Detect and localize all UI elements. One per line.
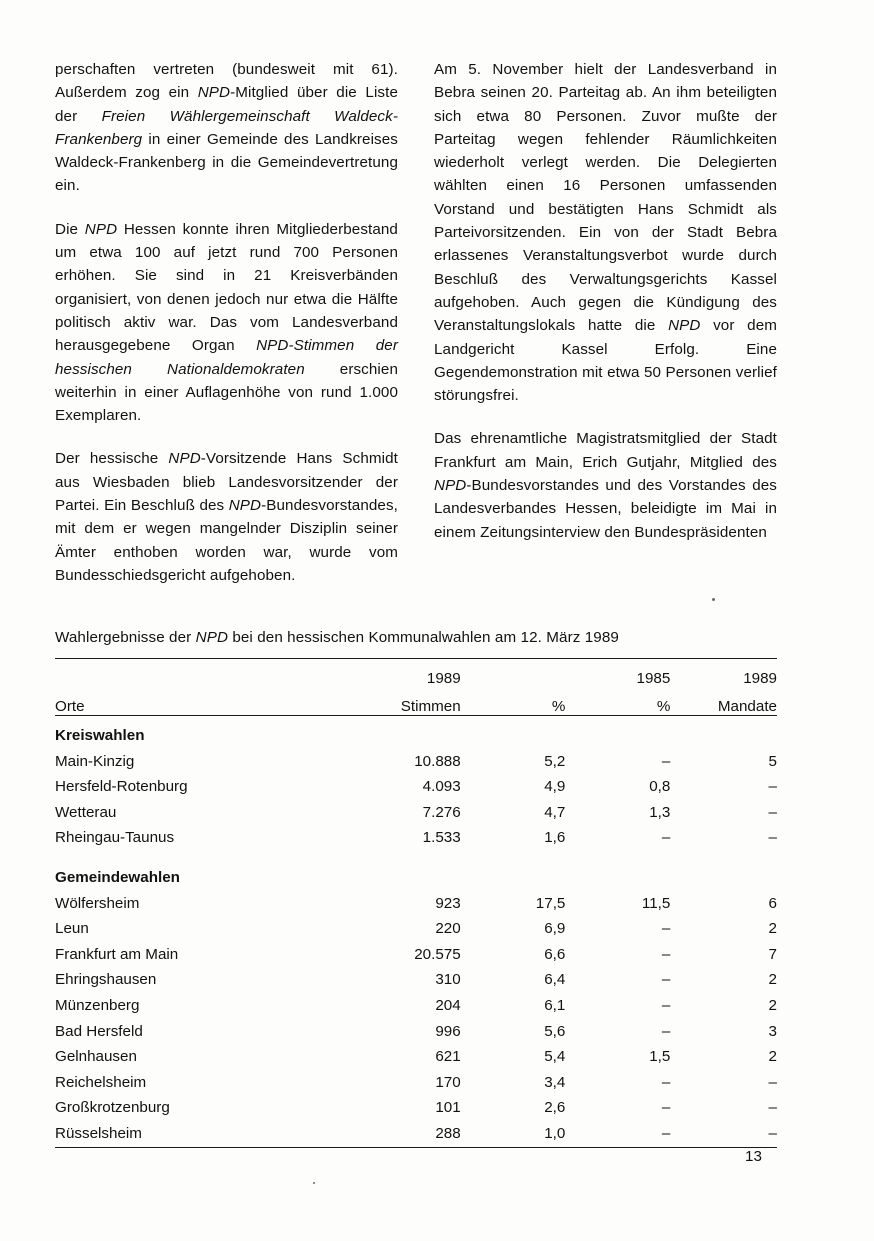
table-cell: 20.575 bbox=[414, 945, 461, 963]
table-row bbox=[55, 1121, 777, 1147]
table-cell: – bbox=[768, 778, 777, 796]
table-cell: 1,0 bbox=[544, 1124, 566, 1142]
table-header-cell: % bbox=[656, 698, 671, 715]
table-cell: 2 bbox=[768, 920, 777, 938]
table-cell: Rüsselsheim bbox=[55, 1124, 142, 1142]
table-cell: Rheingau-Taunus bbox=[55, 829, 175, 847]
table-header-cell: % bbox=[551, 698, 566, 715]
table-header-cell: 1989 bbox=[426, 670, 461, 687]
table-header-cell bbox=[55, 660, 326, 687]
table-cell: – bbox=[661, 971, 671, 989]
italic-term: NPD bbox=[84, 220, 118, 238]
italic-term: NPD bbox=[197, 84, 231, 102]
table-cell: 0,8 bbox=[649, 778, 671, 796]
table-cell: 6,4 bbox=[544, 971, 566, 989]
table-cell: 3 bbox=[768, 1022, 777, 1040]
table-header-cell bbox=[461, 660, 566, 687]
table-cell: 101 bbox=[435, 1099, 461, 1117]
table-cell: 1,6 bbox=[544, 829, 566, 847]
table-row bbox=[55, 800, 777, 826]
italic-term: NPD bbox=[434, 477, 467, 495]
table-cell: 2,6 bbox=[544, 1099, 566, 1117]
table-cell: 6,9 bbox=[544, 920, 566, 938]
table-row bbox=[55, 1044, 777, 1070]
table-cell: Großkrotzenburg bbox=[55, 1099, 170, 1117]
table-cell: Frankfurt am Main bbox=[55, 945, 179, 963]
table-cell: 6 bbox=[768, 894, 777, 912]
table-cell: 7 bbox=[768, 945, 777, 963]
table-cell: 621 bbox=[435, 1048, 461, 1066]
table-cell: Main-Kinzig bbox=[55, 752, 135, 770]
italic-term: NPD-Stimmen der hessischen Nationaldemokraten bbox=[55, 337, 398, 378]
page-number: 13 bbox=[745, 1148, 762, 1165]
table-section-title: Gemeindewahlen bbox=[55, 868, 180, 886]
table-cell: 204 bbox=[435, 996, 461, 1014]
table-cell: 170 bbox=[435, 1073, 461, 1091]
table-row bbox=[55, 967, 777, 993]
table-cell: – bbox=[661, 829, 671, 847]
table-cell: – bbox=[768, 1073, 777, 1091]
table-cell: Münzenberg bbox=[55, 996, 140, 1014]
table-row bbox=[55, 942, 777, 968]
election-results-table-block bbox=[55, 627, 777, 1149]
table-caption: Wahlergebnisse der NPD bei den hessischen Kommunalwahlen am 12. März 1989 bbox=[55, 629, 619, 646]
table-section-header bbox=[55, 717, 777, 749]
table-cell: Reichelsheim bbox=[55, 1073, 147, 1091]
scan-speck bbox=[712, 598, 715, 601]
table-cell: 6,1 bbox=[544, 996, 566, 1014]
table-cell: 3,4 bbox=[544, 1073, 566, 1091]
table-cell: – bbox=[661, 1099, 671, 1117]
table-cell: 2 bbox=[768, 1048, 777, 1066]
italic-term: NPD bbox=[668, 317, 701, 335]
table-row bbox=[55, 916, 777, 942]
table-cell: Wetterau bbox=[55, 803, 117, 821]
table-cell: 4,9 bbox=[544, 778, 566, 796]
paragraph: Das ehrenamtliche Magistratsmitglied der Stadt Frankfurt am Main, Erich Gutjahr, Mitglied des NPD-Bundesvorstandes und des Vorstandes des Landesverbandes Hessen, beleidigte im Mai in einem Zeitungsinterview den Bundespräsidenten bbox=[434, 430, 777, 541]
table-cell: 5,6 bbox=[544, 1022, 566, 1040]
table-cell: – bbox=[661, 752, 671, 770]
table-cell: Ehringshausen bbox=[55, 971, 157, 989]
table-rule-cell bbox=[55, 1147, 777, 1149]
table-cell: 5 bbox=[768, 752, 777, 770]
table-row bbox=[55, 993, 777, 1019]
table-cell: – bbox=[768, 1124, 777, 1142]
table-cell: – bbox=[661, 1124, 671, 1142]
table-cell: 2 bbox=[768, 971, 777, 989]
italic-term: NPD bbox=[168, 450, 201, 468]
table-cell: 4,7 bbox=[544, 803, 566, 821]
table-cell: – bbox=[661, 1022, 671, 1040]
table-cell: Hersfeld-Rotenburg bbox=[55, 778, 188, 796]
table-header-cell: Orte bbox=[55, 698, 85, 715]
column-right bbox=[434, 58, 777, 587]
table-cell: 220 bbox=[435, 920, 461, 938]
table-cell: 923 bbox=[435, 894, 461, 912]
table-row bbox=[55, 891, 777, 917]
table-cell: 11,5 bbox=[641, 894, 671, 912]
table-cell: 2 bbox=[768, 996, 777, 1014]
table-cell: – bbox=[661, 1073, 671, 1091]
table-header-cell: 1985 bbox=[636, 670, 671, 687]
table-cell: 17,5 bbox=[535, 894, 566, 912]
table-cell: – bbox=[661, 945, 671, 963]
italic-term: NPD bbox=[228, 497, 262, 515]
italic-term: NPD bbox=[195, 629, 229, 646]
table-cell: Gelnhausen bbox=[55, 1048, 137, 1066]
two-column-layout bbox=[55, 58, 777, 587]
table-cell: – bbox=[661, 996, 671, 1014]
table-row bbox=[55, 1019, 777, 1045]
table-section-header bbox=[55, 859, 777, 891]
table-row bbox=[55, 1095, 777, 1121]
table-header-cell: Mandate bbox=[717, 698, 777, 715]
table-header-cell: Stimmen bbox=[400, 698, 461, 715]
table-cell: – bbox=[768, 803, 777, 821]
table-cell: – bbox=[768, 1099, 777, 1117]
table-row bbox=[55, 825, 777, 851]
table-cell: Leun bbox=[55, 920, 89, 938]
italic-term: Freien Wählergemeinschaft Waldeck-Frankenberg bbox=[55, 107, 398, 148]
table-cell: 288 bbox=[435, 1124, 461, 1142]
table-cell: Bad Hersfeld bbox=[55, 1022, 143, 1040]
table-cell: 996 bbox=[435, 1022, 461, 1040]
table-row bbox=[55, 749, 777, 775]
table-header-row-labels bbox=[55, 687, 777, 716]
paragraph: Der hessische NPD-Vorsitzende Hans Schmidt aus Wiesbaden blieb Landesvorsitzender der Partei. Ein Beschluß des NPD-Bundesvorstandes, mit dem er wegen mangelnder Disziplin seiner Ämter enthoben worden war, wurde vom Bundesschiedsgericht aufgehoben. bbox=[55, 450, 398, 584]
table-row bbox=[55, 1070, 777, 1096]
table-cell: – bbox=[768, 829, 777, 847]
scan-speck bbox=[313, 1182, 315, 1184]
table-spacer bbox=[55, 851, 777, 859]
table-section-title: Kreiswahlen bbox=[55, 727, 145, 744]
column-left bbox=[55, 58, 398, 587]
table-cell: 7.276 bbox=[422, 803, 461, 821]
table-spacer-cell bbox=[55, 851, 777, 859]
table-cell: 310 bbox=[435, 971, 461, 989]
table-cell: 4.093 bbox=[422, 778, 461, 796]
table-cell: 1,3 bbox=[649, 803, 671, 821]
paragraph: perschaften vertreten (bundesweit mit 61). Außerdem zog ein NPD-Mitglied über die Liste der Freien Wählergemeinschaft Waldeck-Frankenberg in einer Gemeinde des Landkreises Waldeck-Frankenberg in die Gemeindevertretung ein. bbox=[55, 61, 398, 195]
paragraph: Am 5. November hielt der Landesverband in Bebra seinen 20. Parteitag ab. An ihm beteiligten sich etwa 80 Personen. Zuvor mußte der Parteitag wegen fehlender Räumlichkeiten wiederholt verlegt werden. Die Delegierten wählten einen 16 Personen umfassenden Vorstand und bestätigten Hans Schmidt als Parteivorsitzenden. Ein von der Stadt Bebra erlassenes Veranstaltungsverbot wurde durch Beschluß des Verwaltungsgerichts Kassel aufgehoben. Auch gegen die Kündigung des Veranstaltungslokals hatte die NPD vor dem Landgericht Kassel Erfolg. Eine Gegendemonstration mit etwa 50 Personen verlief störungsfrei. bbox=[434, 61, 778, 405]
table-cell: 5,2 bbox=[544, 752, 566, 770]
table-cell: 5,4 bbox=[544, 1048, 566, 1066]
table-cell: 10.888 bbox=[414, 752, 461, 770]
paragraph: Die NPD Hessen konnte ihren Mitgliederbestand um etwa 100 auf jetzt rund 700 Personen erhöhen. Sie sind in 21 Kreisverbänden organisiert, von denen jedoch nur etwa die Hälfte politisch aktiv war. Das vom Landesverband herausgegebene Organ NPD-Stimmen der hessischen Nationaldemokraten erschien weiterhin in einer Auflagenhöhe von rund 1.000 Exemplaren. bbox=[55, 220, 398, 425]
table-header-row-year bbox=[55, 660, 777, 687]
article-body bbox=[55, 58, 777, 587]
table-cell: 1,5 bbox=[649, 1048, 671, 1066]
table-cell: 6,6 bbox=[544, 945, 566, 963]
table-cell: 1.533 bbox=[422, 829, 461, 847]
table-row bbox=[55, 774, 777, 800]
table-cell: – bbox=[661, 920, 671, 938]
election-results-table bbox=[55, 658, 777, 1149]
table-cell: Wölfersheim bbox=[55, 894, 140, 912]
table-rule bbox=[55, 1147, 777, 1149]
table-header-cell: 1989 bbox=[743, 670, 777, 687]
